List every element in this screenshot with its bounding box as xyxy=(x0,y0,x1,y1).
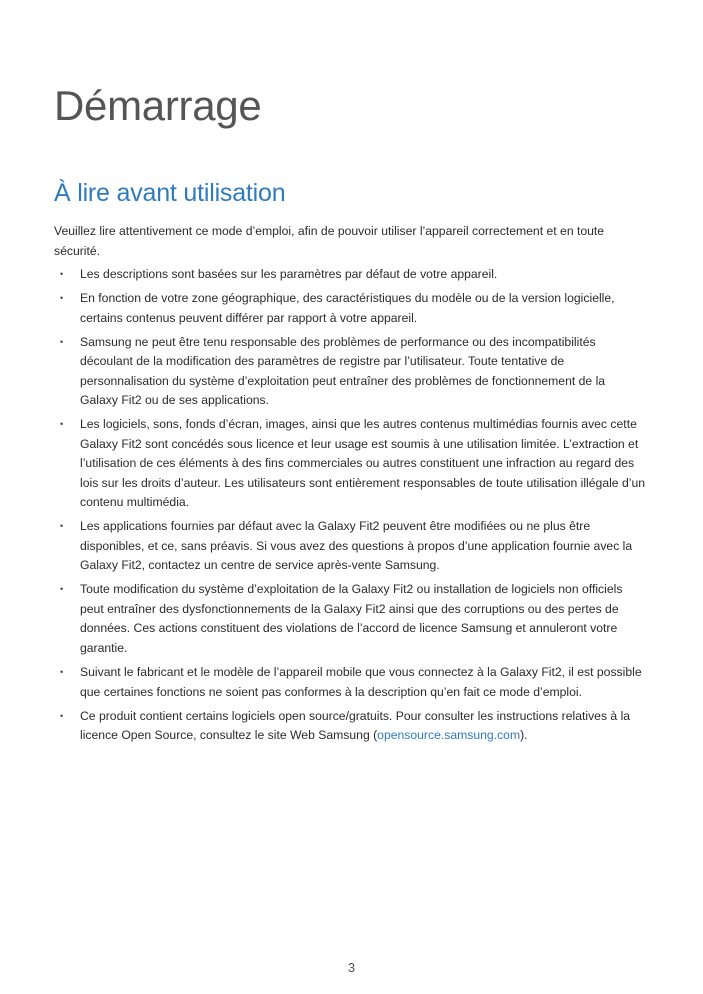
bullet-icon: • xyxy=(60,710,64,721)
list-item-text: Samsung ne peut être tenu responsable des problèmes de performance ou des incompatibilités découlant de la modification des paramètres de registre par l’utilisateur. Toute tentative de personnalisation du système d’exploitation peut entraîner des problèmes de fonctionnement de la Galaxy Fit2 ou de ses applications. xyxy=(80,334,606,408)
list-item-text: Les applications fournies par défaut avec la Galaxy Fit2 peuvent être modifiées ou ne plus être disponibles, et ce, sans préavis. Si vous avez des questions à propos d’une application fournie avec la Galaxy Fit2, contactez un centre de service après-vente Samsung. xyxy=(80,519,633,573)
list-item xyxy=(54,517,646,576)
bullet-icon: • xyxy=(60,293,64,304)
list-item xyxy=(54,707,646,746)
list-item-text: Toute modification du système d’exploitation de la Galaxy Fit2 ou installation de logiciels non officiels peut entraîner des dysfonctionnements de la Galaxy Fit2 ainsi que des corruptions ou des pertes de données. Ces actions constituent des violations de l’accord de licence Samsung et annuleront votre garantie. xyxy=(80,582,623,655)
notice-list xyxy=(54,265,646,750)
list-item xyxy=(54,289,646,328)
list-item xyxy=(54,265,646,285)
section-title: À lire avant utilisation xyxy=(54,179,286,207)
list-item-text-after-link: ). xyxy=(520,728,528,743)
list-item-text-before-link: Ce produit contient certains logiciels open source/gratuits. Pour consulter les instructions relatives à la licence Open Source, consultez le site Web Samsung ( xyxy=(80,708,631,743)
list-item-text: En fonction de votre zone géographique, des caractéristiques du modèle ou de la version logicielle, certains contenus peuvent différer par rapport à votre appareil. xyxy=(80,291,615,325)
list-item-text: Les descriptions sont basées sur les paramètres par défaut de votre appareil. xyxy=(80,267,498,281)
list-item-text: Les logiciels, sons, fonds d’écran, images, ainsi que les autres contenus multimédias fournis avec cette Galaxy Fit2 sont concédés sous licence et leur usage est soumis à une utilisation limitée. L’extraction et l’utilisation de ces éléments à des fins commerciales ou autres constituent une infraction au regard des lois sur les droits d’auteur. Les utilisateurs sont entièrement responsables de toute utilisation illégale d’un contenu multimédia. xyxy=(80,417,646,510)
list-item-text: Suivant le fabricant et le modèle de l’appareil mobile que vous connectez à la Galaxy Fit2, il est possible que certaines fonctions ne soient pas conformes à la description qu’en fait ce mode d’emploi. xyxy=(80,665,642,699)
bullet-icon: • xyxy=(60,667,64,678)
bullet-icon: • xyxy=(60,584,64,595)
list-item xyxy=(54,415,646,513)
intro-paragraph: Veuillez lire attentivement ce mode d’emploi, afin de pouvoir utiliser l’appareil correctement et en toute sécurité. xyxy=(54,224,605,258)
bullet-icon: • xyxy=(60,336,64,347)
list-item xyxy=(54,663,646,702)
bullet-icon: • xyxy=(60,269,64,279)
page-title: Démarrage xyxy=(54,82,262,129)
list-item xyxy=(54,580,646,658)
list-item-text xyxy=(80,709,630,743)
list-item xyxy=(54,333,646,411)
bullet-icon: • xyxy=(60,419,64,430)
opensource-link[interactable]: opensource.samsung.com xyxy=(377,728,521,743)
bullet-icon: • xyxy=(60,521,64,532)
page-number: 3 xyxy=(347,960,356,975)
